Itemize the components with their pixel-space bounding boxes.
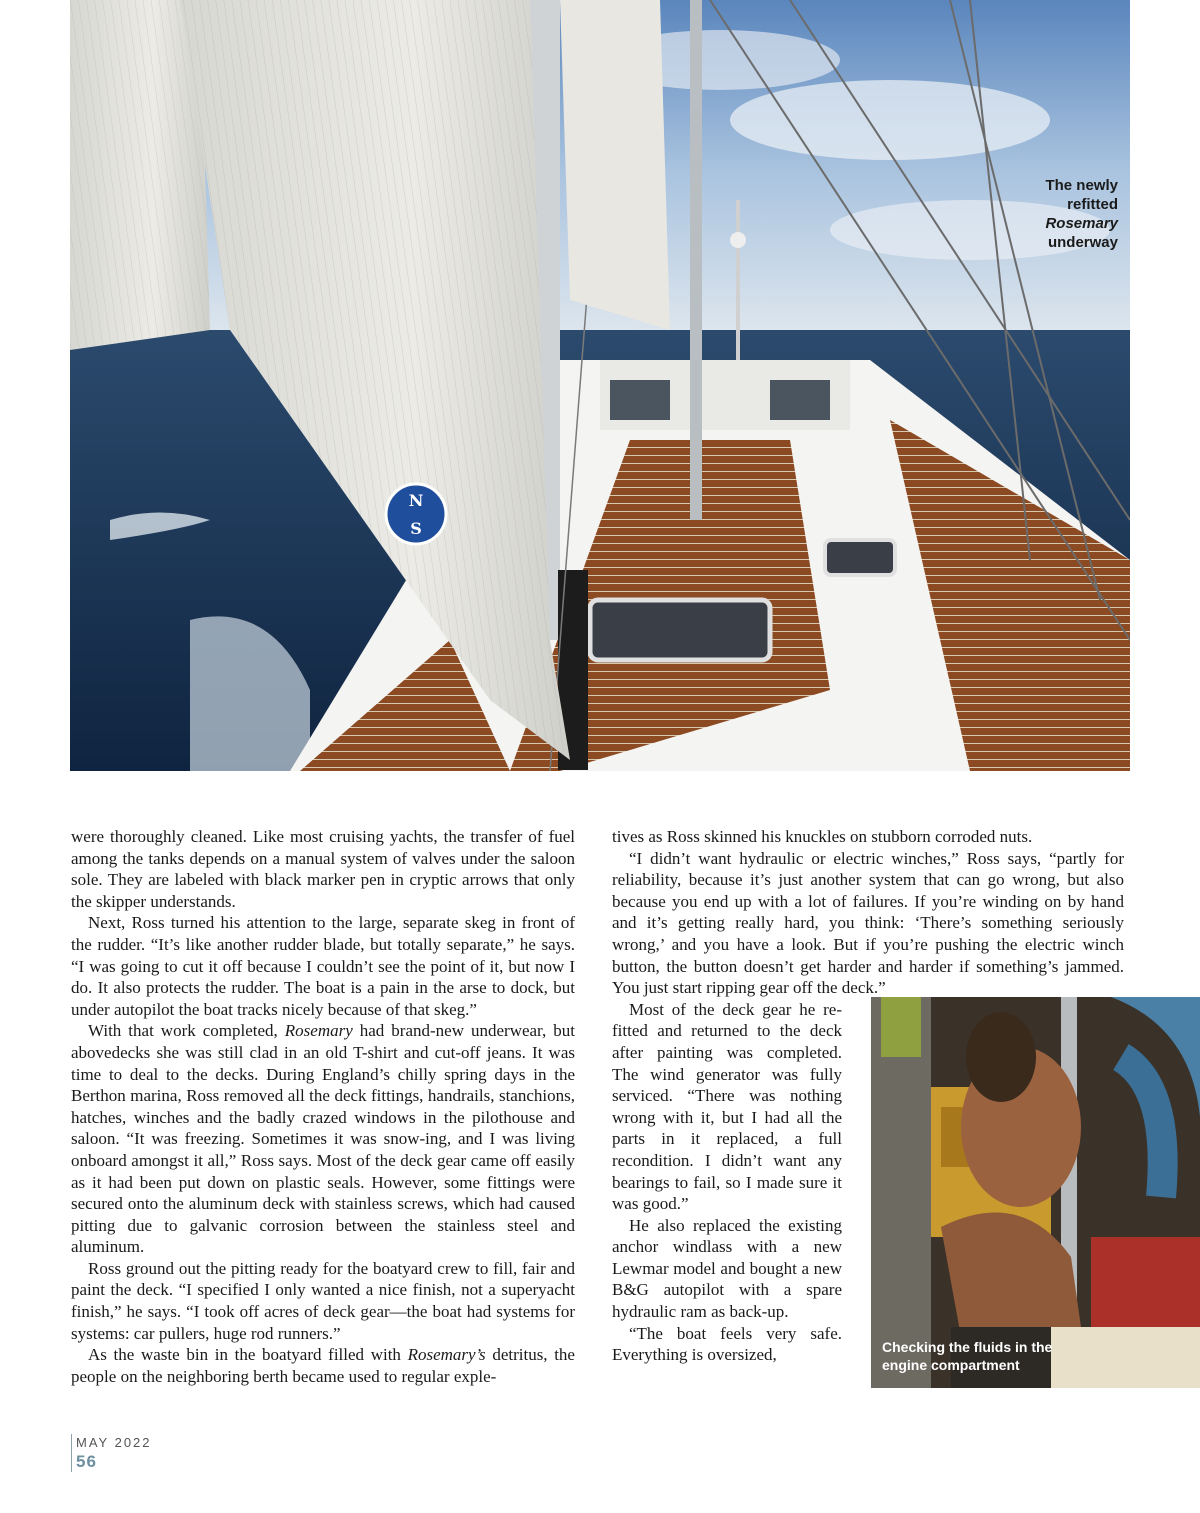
paragraph: tives as Ross skinned his knuckles on stubborn corroded nuts. bbox=[612, 827, 1033, 846]
boat-name: Rosemary bbox=[284, 1021, 353, 1041]
hero-caption bbox=[958, 176, 1118, 252]
narrow-column bbox=[612, 999, 842, 1366]
engine-illustration bbox=[871, 997, 1200, 1388]
paragraph: “I didn’t want hydraulic or electric winches,” Ross says, “partly for reliability, because it’s just another system that can go wrong, but also because you end up with a lot of failures. If you’re winding on by hand and it’s getting really hard, you think: ‘There’s something seriously wrong,’ and you have a look. But if you’re pushing the electric winch button, the button doesn’t get harder and harder if something’s jammed. You just start ripping gear off the deck.” bbox=[612, 848, 1124, 998]
page-number: 56 bbox=[76, 1452, 97, 1471]
caption-line: refitted bbox=[1067, 196, 1118, 213]
caption-line: The newly bbox=[1045, 177, 1118, 194]
caption-line: underway bbox=[1047, 234, 1118, 251]
svg-text:S: S bbox=[410, 519, 422, 538]
paragraph: Most of the deck gear he re-fitted and returned to the deck after painting was completed. The wind generator was fully serviced. “There was nothing wrong with it, but I had all the parts in it replaced, a full recondition. I didn’t want any bearings to fail, so I made sure it was good.” bbox=[612, 999, 842, 1214]
inset-caption: Checking the fluids in the engine compartment bbox=[882, 1339, 1053, 1373]
paragraph: Next, Ross turned his attention to the large, separate skeg in front of the rudder. “It’s like another rudder blade, but totally separate,” he says. “I was going to cut it off because I couldn’t see the point of it, but now I do. It also protects the rudder. The boat is a pain in the arse to dock, but under autopilot the boat tracks nicely because of that skeg.” bbox=[71, 913, 575, 1019]
caption-boat-name: Rosemary bbox=[1045, 215, 1118, 232]
paragraph: Ross ground out the pitting ready for the boatyard crew to fill, fair and paint the deck. “I specified I only wanted a nice finish, not a superyacht finish,” he says. “I took off acres of deck gear—the boat had systems for systems: car pullers, huge rod runners.” bbox=[71, 1258, 575, 1343]
paragraph: “The boat feels very safe. Everything is oversized, bbox=[612, 1323, 842, 1365]
page-folio bbox=[71, 1434, 152, 1472]
paragraph: He also replaced the existing anchor windlass with a new Lewmar model and bought a new B&G autopilot with a spare hydraulic ram as back-up. bbox=[612, 1215, 842, 1322]
issue-date: MAY 2022 bbox=[76, 1435, 152, 1450]
paragraph: With that work completed, Rosemary had brand-new underwear, but abovedecks she was still clad in an old T-shirt and cut-off jeans. It was time to deal to the decks. During England’s chilly spring days in the Berthon marina, Ross removed all the deck fittings, handrails, stanchions, hatches, winches and the badly crazed windows in the pilothouse and saloon. “It was freezing. Sometimes it was snow-ing, and I was living onboard amongst it all,” Ross says. Most of the deck gear came off easily as it had been put down on plastic seals. However, some fittings were secured onto the aluminum deck with stainless screws, which had caused pitting due to galvanic corrosion between the stainless steel and aluminum. bbox=[71, 1021, 576, 1257]
boat-name: Rosemary’s bbox=[407, 1345, 486, 1365]
article-left-column bbox=[71, 826, 575, 1387]
paragraph: As the waste bin in the boatyard filled with Rosemary’s detritus, the people on the neighboring berth became used to regular exple- bbox=[71, 1345, 575, 1386]
paragraph: were thoroughly cleaned. Like most cruising yachts, the transfer of fuel among the tanks depends on a manual system of valves under the saloon sole. They are labeled with black marker pen in cryptic arrows that only the skipper understands. bbox=[71, 827, 575, 911]
engine-compartment-photo bbox=[871, 997, 1200, 1388]
hero-photo bbox=[70, 0, 1130, 771]
sail-logo-text: N bbox=[408, 491, 424, 510]
sailboat-deck-illustration bbox=[70, 0, 1130, 771]
